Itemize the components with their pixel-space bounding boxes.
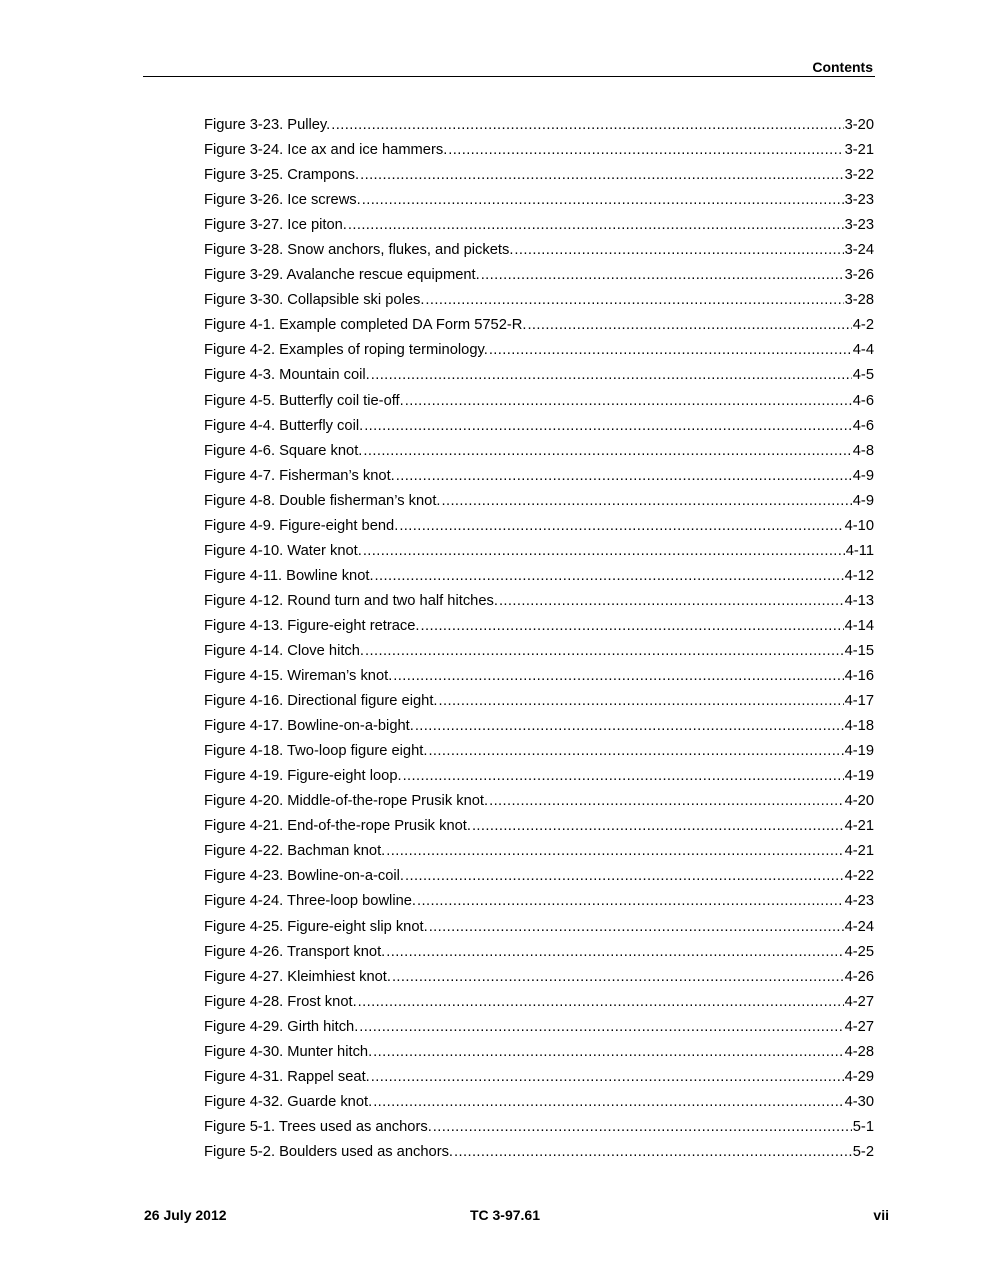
toc-entry-title: Figure 4-11. Bowline knot. [204, 567, 374, 584]
toc-entry-page: 4-11 [845, 542, 874, 559]
toc-dot-leader [360, 166, 843, 184]
toc-entry-page: 3-23 [844, 192, 874, 209]
toc-entry-title: Figure 4-28. Frost knot. [204, 993, 357, 1010]
toc-entry-page: 4-16 [844, 668, 874, 685]
toc-entry-title: Figure 3-29. Avalanche rescue equipment. [204, 267, 480, 284]
toc-entry-title: Figure 4-29. Girth hitch. [204, 1018, 359, 1035]
toc-entry[interactable] [204, 892, 874, 917]
toc-entry[interactable] [204, 1093, 874, 1118]
toc-dot-leader [527, 316, 851, 334]
toc-entry-page: 4-21 [844, 818, 874, 835]
toc-entry-page: 4-10 [844, 517, 874, 534]
toc-entry-title: Figure 5-2. Boulders used as anchors. [204, 1143, 454, 1160]
toc-entry-page: 3-26 [844, 267, 874, 284]
toc-entry[interactable] [204, 842, 874, 867]
toc-entry-page: 4-20 [844, 793, 874, 810]
toc-entry-page: 4-26 [844, 968, 874, 985]
toc-entry-page: 4-2 [852, 317, 874, 334]
toc-dot-leader [362, 191, 844, 209]
toc-entry-page: 4-9 [852, 492, 874, 509]
toc-entry[interactable] [204, 817, 874, 842]
toc-entry[interactable] [204, 943, 874, 968]
toc-dot-leader [403, 767, 844, 785]
toc-dot-leader [373, 1093, 843, 1111]
toc-dot-leader [425, 291, 843, 309]
toc-dot-leader [481, 266, 844, 284]
toc-entry-page: 4-8 [852, 442, 874, 459]
toc-entry-title: Figure 4-13. Figure-eight retrace. [204, 617, 420, 634]
toc-dot-leader [405, 392, 852, 410]
toc-entry-title: Figure 4-9. Figure-eight bend. [204, 517, 399, 534]
toc-entry[interactable] [204, 517, 874, 542]
toc-entry[interactable] [204, 291, 874, 316]
toc-entry-page: 4-23 [844, 893, 874, 910]
toc-entry-title: Figure 4-12. Round turn and two half hitches. [204, 592, 498, 609]
toc-entry[interactable] [204, 467, 874, 492]
toc-entry-page: 5-2 [852, 1143, 874, 1160]
toc-dot-leader [364, 417, 852, 435]
list-of-figures [204, 116, 874, 1168]
toc-entry-page: 5-1 [852, 1118, 874, 1135]
footer-document-id: TC 3-97.61 [469, 1207, 541, 1223]
toc-dot-leader [371, 1068, 844, 1086]
toc-dot-leader [365, 642, 844, 660]
toc-entry-title: Figure 4-24. Three-loop bowline. [204, 893, 417, 910]
toc-entry-page: 3-20 [844, 117, 874, 133]
toc-dot-leader [417, 892, 844, 910]
toc-entry-title: Figure 3-26. Ice screws. [204, 192, 361, 209]
toc-entry-page: 4-5 [852, 367, 874, 384]
toc-entry-page: 4-27 [844, 1018, 874, 1035]
toc-entry-page: 4-12 [844, 567, 874, 584]
toc-entry[interactable] [204, 542, 874, 567]
toc-entry-title: Figure 4-31. Rappel seat. [204, 1068, 370, 1085]
toc-entry[interactable] [204, 116, 874, 141]
toc-entry-page: 4-6 [852, 392, 874, 409]
toc-entry-page: 4-29 [844, 1068, 874, 1085]
toc-entry-title: Figure 4-5. Butterfly coil tie-off. [204, 392, 404, 409]
toc-dot-leader [386, 842, 843, 860]
toc-entry[interactable] [204, 241, 874, 266]
toc-dot-leader [363, 442, 851, 460]
toc-entry[interactable] [204, 1118, 874, 1143]
toc-entry[interactable] [204, 1143, 874, 1168]
toc-entry[interactable] [204, 642, 874, 667]
toc-entry[interactable] [204, 667, 874, 692]
toc-dot-leader [472, 817, 844, 835]
toc-dot-leader [393, 667, 843, 685]
toc-entry-title: Figure 4-21. End-of-the-rope Prusik knot. [204, 818, 471, 835]
toc-dot-leader [489, 792, 844, 810]
toc-entry-title: Figure 4-23. Bowline-on-a-coil. [204, 868, 405, 885]
toc-entry[interactable] [204, 918, 874, 943]
toc-dot-leader [396, 467, 852, 485]
toc-entry-title: Figure 4-17. Bowline-on-a-bight. [204, 718, 414, 735]
toc-entry-page: 4-15 [844, 642, 874, 659]
running-header-title: Contents [812, 59, 873, 75]
toc-entry-page: 4-22 [844, 868, 874, 885]
toc-entry-page: 4-19 [844, 768, 874, 785]
toc-entry-page: 3-24 [844, 242, 874, 259]
toc-entry-title: Figure 4-15. Wireman’s knot. [204, 668, 393, 685]
toc-entry-title: Figure 3-25. Crampons. [204, 167, 360, 184]
toc-entry-page: 3-21 [844, 142, 874, 159]
toc-entry-title: Figure 4-1. Example completed DA Form 5752-R. [204, 317, 527, 334]
toc-entry-title: Figure 3-30. Collapsible ski poles. [204, 292, 425, 309]
toc-dot-leader [415, 717, 844, 735]
toc-entry-title: Figure 3-28. Snow anchors, flukes, and pickets. [204, 242, 514, 259]
toc-entry[interactable] [204, 617, 874, 642]
toc-entry[interactable] [204, 1043, 874, 1068]
toc-entry-page: 4-9 [852, 467, 874, 484]
toc-entry-page: 4-19 [844, 743, 874, 760]
toc-dot-leader [454, 1143, 852, 1161]
toc-entry[interactable] [204, 742, 874, 767]
toc-entry[interactable] [204, 968, 874, 993]
toc-entry-title: Figure 4-3. Mountain coil. [204, 367, 370, 384]
toc-dot-leader [373, 1043, 843, 1061]
toc-entry[interactable] [204, 366, 874, 391]
toc-entry-title: Figure 4-14. Clove hitch. [204, 642, 365, 659]
toc-dot-leader [386, 943, 843, 961]
toc-dot-leader [514, 241, 843, 259]
toc-entry[interactable] [204, 341, 874, 366]
toc-dot-leader [441, 492, 851, 510]
toc-entry-page: 4-21 [844, 843, 874, 860]
toc-entry[interactable] [204, 592, 874, 617]
toc-entry-title: Figure 4-16. Directional figure eight. [204, 693, 438, 710]
toc-entry-title: Figure 4-6. Square knot. [204, 442, 363, 459]
toc-entry-page: 4-27 [844, 993, 874, 1010]
toc-dot-leader [359, 1018, 843, 1036]
toc-dot-leader [405, 867, 844, 885]
toc-entry-title: Figure 3-27. Ice piton. [204, 217, 347, 234]
toc-entry-page: 4-4 [852, 342, 874, 359]
toc-entry-title: Figure 4-8. Double fisherman’s knot. [204, 492, 441, 509]
toc-entry-title: Figure 4-10. Water knot. [204, 542, 362, 559]
toc-dot-leader [439, 692, 844, 710]
toc-entry[interactable] [204, 1068, 874, 1093]
toc-entry-page: 4-25 [844, 943, 874, 960]
toc-entry-page: 3-23 [844, 217, 874, 234]
toc-entry-page: 3-22 [844, 167, 874, 184]
toc-entry[interactable] [204, 141, 874, 166]
toc-dot-leader [433, 1118, 852, 1136]
toc-entry[interactable] [204, 792, 874, 817]
toc-entry-page: 4-24 [844, 918, 874, 935]
toc-entry-title: Figure 3-24. Ice ax and ice hammers. [204, 142, 448, 159]
toc-dot-leader [331, 116, 843, 134]
toc-entry[interactable] [204, 867, 874, 892]
toc-dot-leader [428, 742, 843, 760]
toc-entry-title: Figure 4-2. Examples of roping terminology. [204, 342, 488, 359]
toc-dot-leader [348, 216, 844, 234]
toc-entry-title: Figure 4-19. Figure-eight loop. [204, 768, 402, 785]
toc-entry-title: Figure 4-18. Two-loop figure eight. [204, 743, 428, 760]
toc-entry-title: Figure 4-20. Middle-of-the-rope Prusik knot. [204, 793, 489, 810]
toc-entry-page: 4-13 [844, 592, 874, 609]
toc-dot-leader [448, 141, 843, 159]
toc-entry[interactable] [204, 266, 874, 291]
footer-page-number: vii [873, 1207, 889, 1223]
toc-entry-title: Figure 4-30. Munter hitch. [204, 1043, 373, 1060]
toc-entry-page: 4-28 [844, 1043, 874, 1060]
toc-entry-title: Figure 5-1. Trees used as anchors. [204, 1118, 432, 1135]
header-rule [143, 76, 875, 77]
toc-dot-leader [429, 918, 844, 936]
toc-dot-leader [371, 366, 852, 384]
toc-dot-leader [421, 617, 844, 635]
toc-entry-page: 4-18 [844, 718, 874, 735]
toc-entry-title: Figure 4-22. Bachman knot. [204, 843, 386, 860]
toc-dot-leader [499, 592, 844, 610]
toc-dot-leader [489, 341, 852, 359]
toc-entry-title: Figure 4-4. Butterfly coil. [204, 417, 364, 434]
toc-entry-title: Figure 4-27. Kleimhiest knot. [204, 968, 391, 985]
toc-entry-page: 4-17 [844, 693, 874, 710]
toc-entry-page: 3-28 [844, 292, 874, 309]
toc-entry[interactable] [204, 216, 874, 241]
toc-entry[interactable] [204, 392, 874, 417]
toc-entry[interactable] [204, 1018, 874, 1043]
toc-dot-leader [363, 542, 845, 560]
toc-entry-title: Figure 3-23. Pulley. [204, 117, 331, 133]
toc-entry[interactable] [204, 767, 874, 792]
toc-entry[interactable] [204, 692, 874, 717]
toc-dot-leader [399, 517, 843, 535]
footer-date: 26 July 2012 [144, 1207, 227, 1223]
toc-entry-title: Figure 4-32. Guarde knot. [204, 1093, 373, 1110]
toc-entry[interactable] [204, 442, 874, 467]
toc-entry[interactable] [204, 191, 874, 216]
toc-dot-leader [392, 968, 844, 986]
toc-entry[interactable] [204, 567, 874, 592]
toc-entry[interactable] [204, 417, 874, 442]
toc-entry-page: 4-14 [844, 617, 874, 634]
toc-entry-title: Figure 4-26. Transport knot. [204, 943, 386, 960]
toc-entry[interactable] [204, 717, 874, 742]
toc-entry-title: Figure 4-25. Figure-eight slip knot. [204, 918, 428, 935]
toc-entry-title: Figure 4-7. Fisherman’s knot. [204, 467, 395, 484]
toc-entry[interactable] [204, 166, 874, 191]
toc-entry[interactable] [204, 993, 874, 1018]
toc-entry[interactable] [204, 492, 874, 517]
toc-entry-page: 4-30 [844, 1093, 874, 1110]
toc-dot-leader [375, 567, 844, 585]
toc-entry-page: 4-6 [852, 417, 874, 434]
toc-dot-leader [358, 993, 844, 1011]
toc-entry[interactable] [204, 316, 874, 341]
